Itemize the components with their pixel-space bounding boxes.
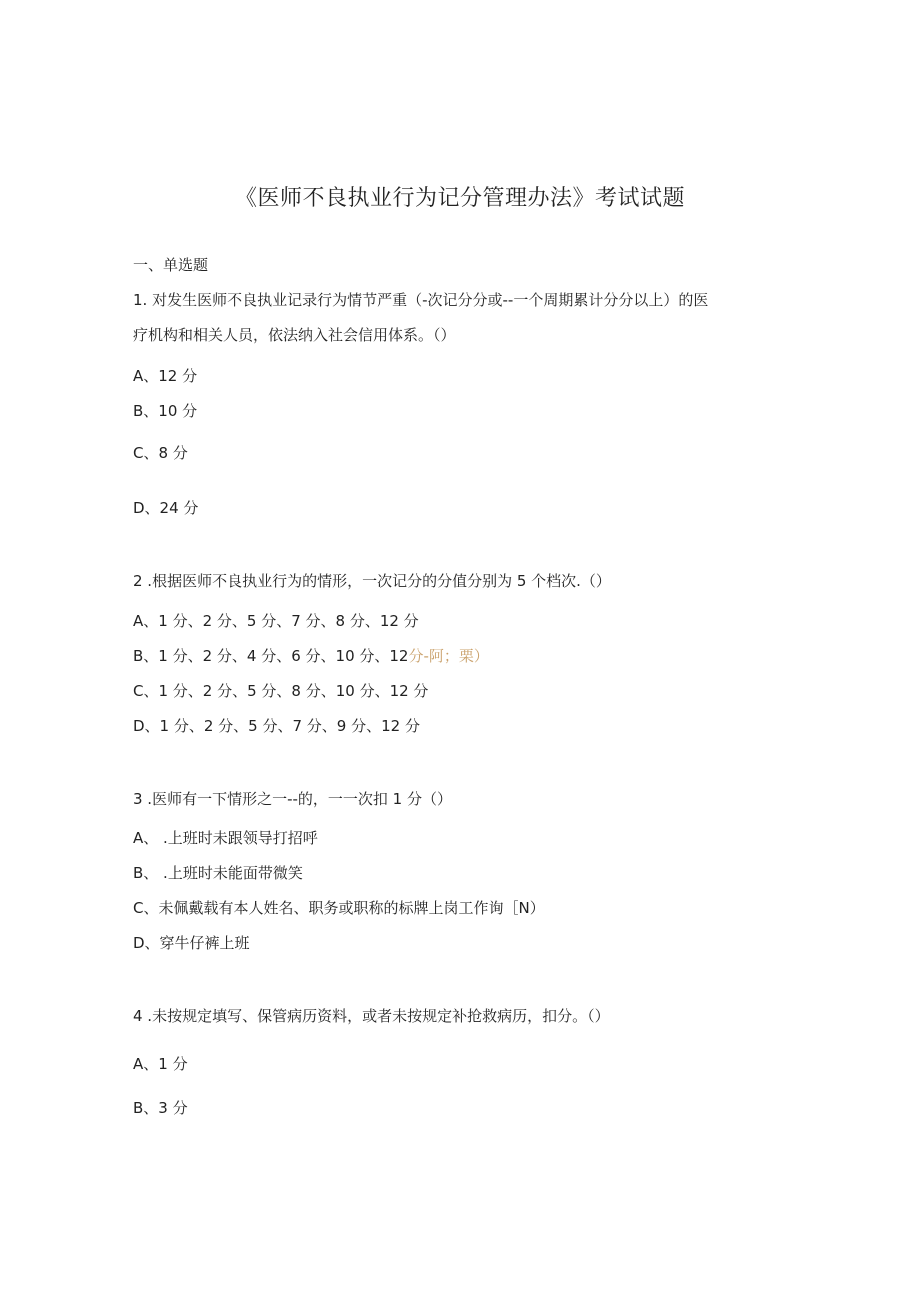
question-3-option-b: B、 .上班时未能面带微笑	[133, 864, 303, 882]
question-3-option-d: D、穿牛仔裤上班	[133, 934, 250, 952]
question-1-option-b: B、10 分	[133, 402, 198, 420]
question-2-option-b-text: B、1 分、2 分、4 分、6 分、10 分、12	[133, 647, 409, 665]
question-1-stem-line1: 1. 对发生医师不良执业记录行为情节严重（-次记分分或--一个周期累计分分以上）的医	[133, 291, 709, 309]
question-2-stem: 2 .根据医师不良执业行为的情形，一次记分的分值分别为 5 个档次.（）	[133, 572, 611, 590]
question-2-option-d: D、1 分、2 分、5 分、7 分、9 分、12 分	[133, 717, 420, 735]
question-4-stem: 4 .未按规定填写、保管病历资料，或者未按规定补抢救病历，扣分。（）	[133, 1007, 610, 1025]
question-2-option-b	[133, 647, 489, 665]
question-4-option-b: B、3 分	[133, 1099, 188, 1117]
question-3-option-a: A、 .上班时未跟领导打招呼	[133, 829, 318, 847]
question-2-option-a: A、1 分、2 分、5 分、7 分、8 分、12 分	[133, 612, 419, 630]
question-1-stem-line2: 疗机构和相关人员，依法纳入社会信用体系。（）	[133, 326, 456, 344]
section-heading: 一、单选题	[133, 256, 209, 274]
question-1-option-d: D、24 分	[133, 499, 199, 517]
question-2-option-c: C、1 分、2 分、5 分、8 分、10 分、12 分	[133, 682, 429, 700]
document-title: 《医师不良执业行为记分管理办法》考试试题	[234, 186, 685, 211]
question-3-option-c: C、未佩戴载有本人姓名、职务或职称的标牌上岗工作询［N）	[133, 899, 545, 917]
question-1-option-a: A、12 分	[133, 367, 198, 385]
question-4-option-a: A、1 分	[133, 1055, 188, 1073]
question-1-option-c: C、8 分	[133, 444, 188, 462]
question-3-stem: 3 .医师有一下情形之一--的，一一次扣 1 分（）	[133, 790, 452, 808]
handwritten-annotation: 分-阿；栗）	[408, 647, 489, 665]
